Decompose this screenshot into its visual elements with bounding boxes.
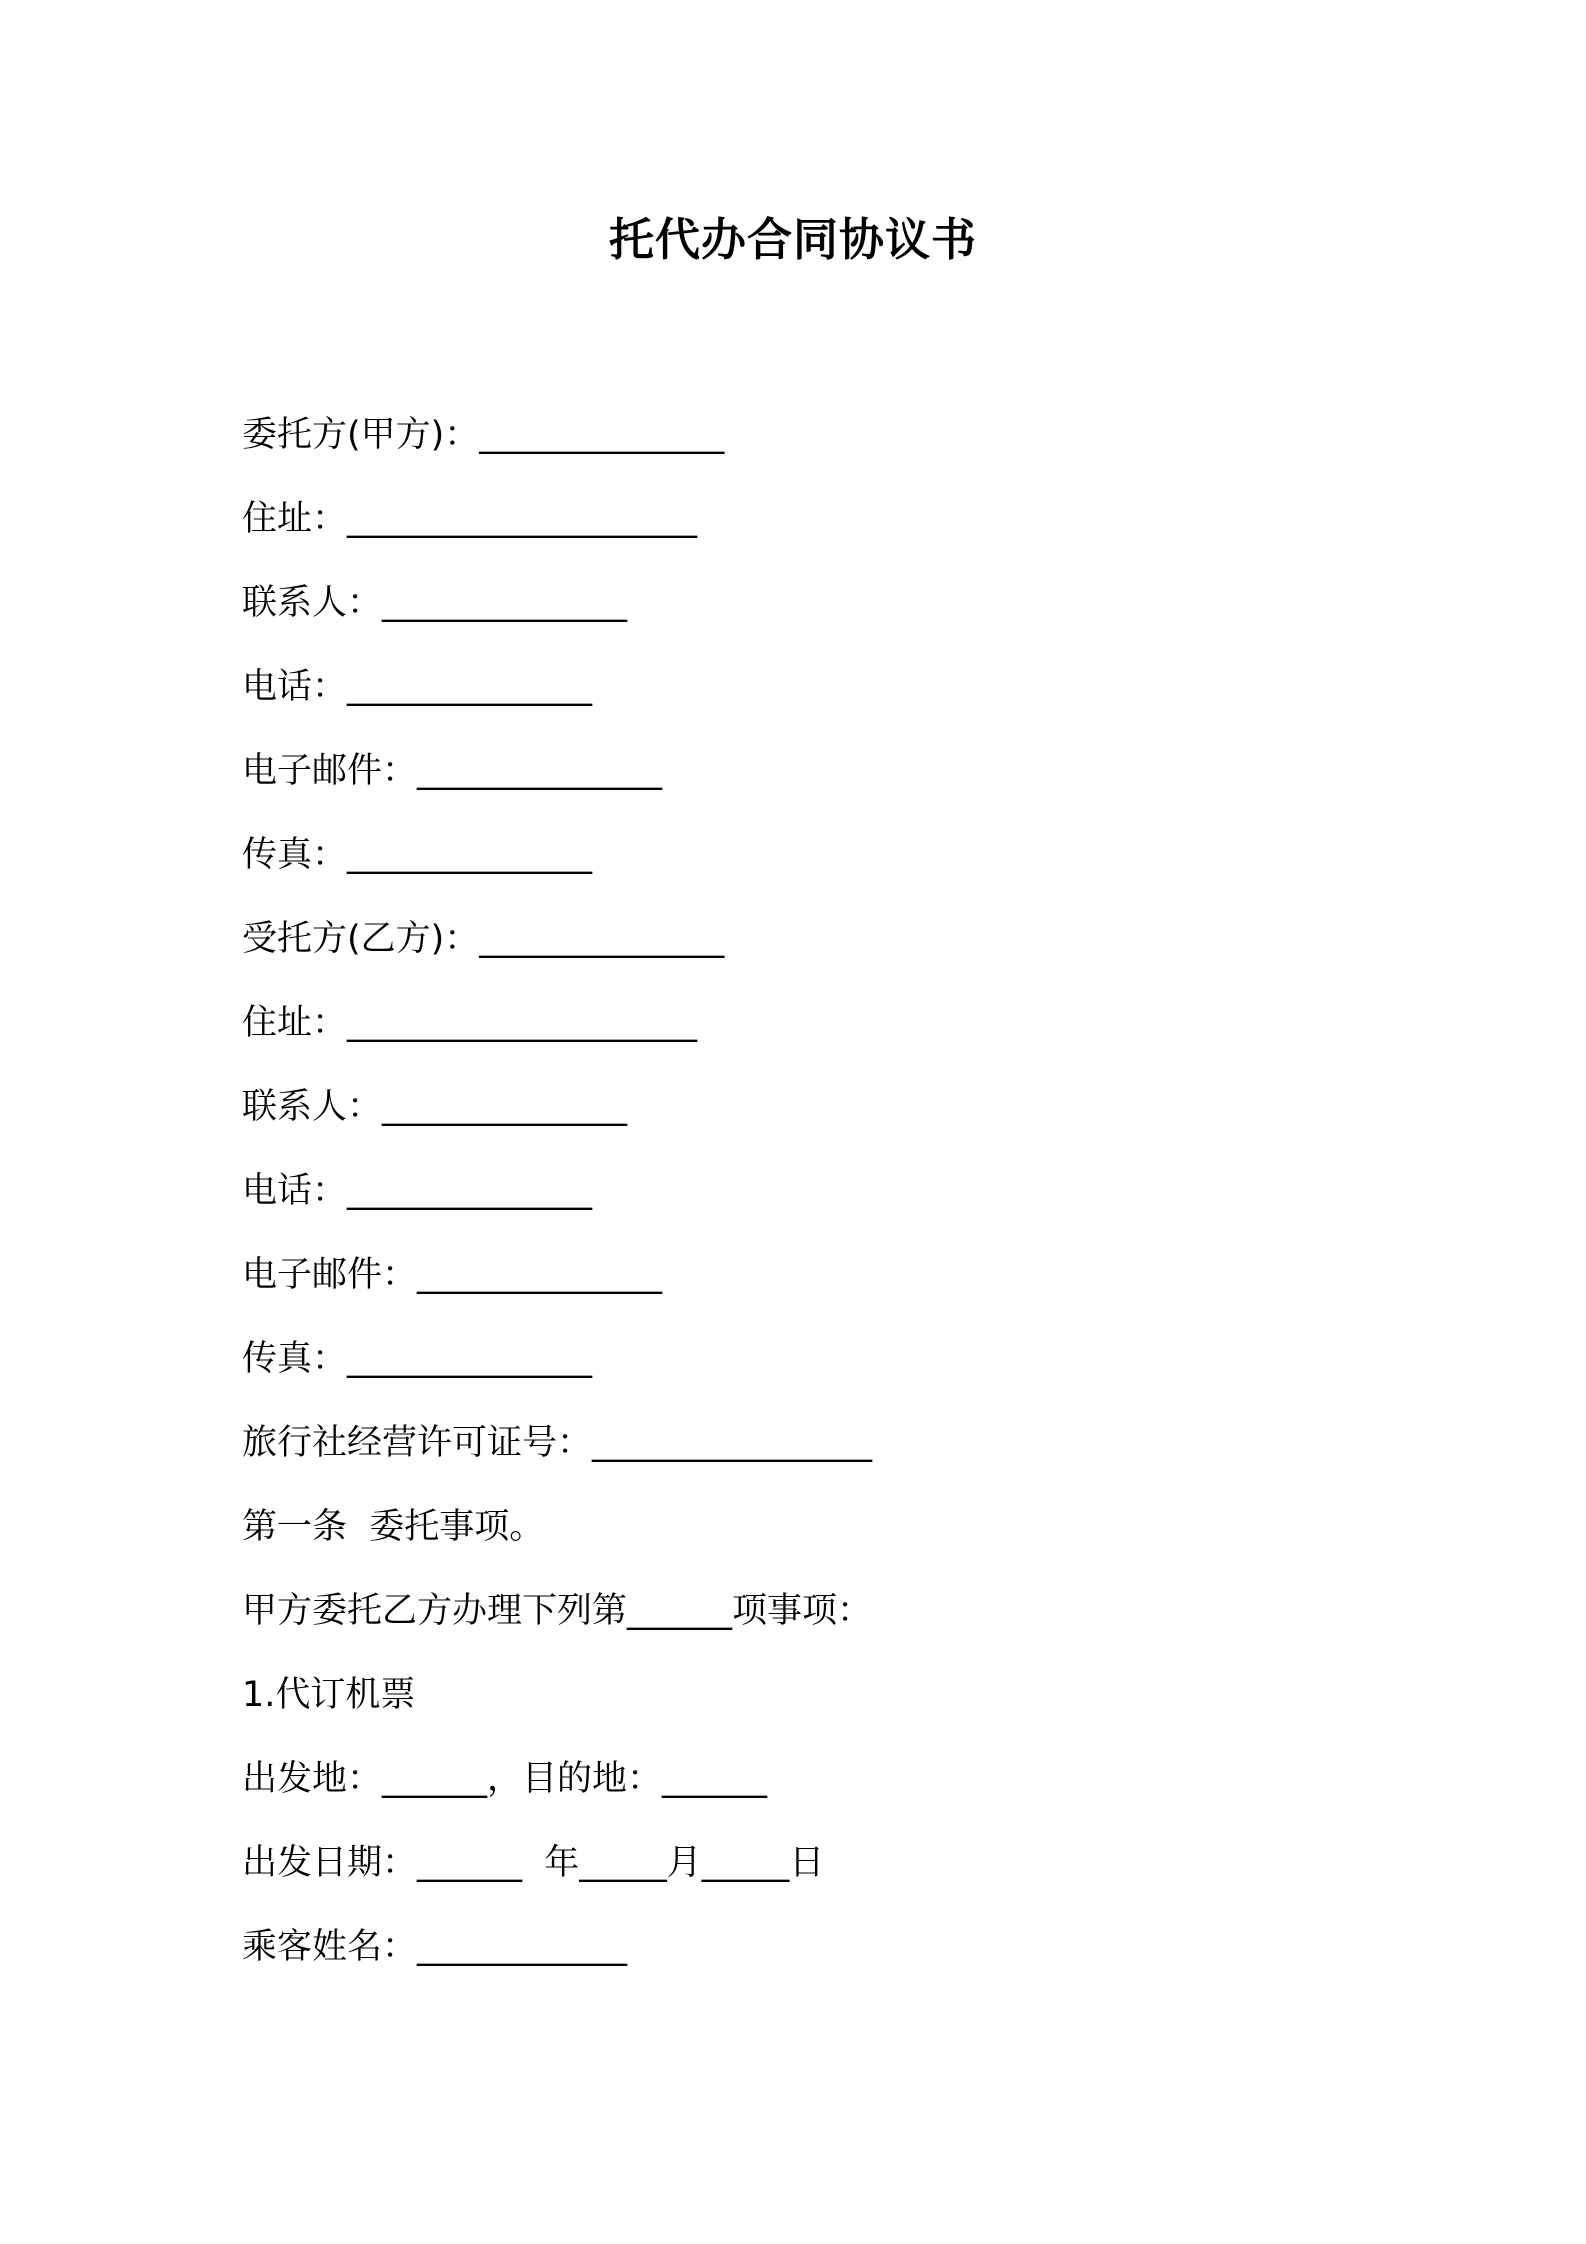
agent-address-field: 住址：____________________ xyxy=(242,1003,698,1043)
client-party-field: 委托方(甲方)：______________ xyxy=(242,415,725,455)
agent-email-field: 电子邮件：______________ xyxy=(242,1255,663,1295)
client-contact-field: 联系人：______________ xyxy=(242,583,628,623)
form-body xyxy=(242,405,1442,2001)
travel-agency-license-field: 旅行社经营许可证号：________________ xyxy=(242,1423,873,1463)
agent-party-field: 受托方(乙方)：______________ xyxy=(242,919,725,959)
client-phone-field: 电话：______________ xyxy=(242,667,593,707)
origin-destination-field: 出发地：______，目的地：______ xyxy=(242,1759,768,1799)
departure-date-field: 出发日期：______ 年_____月_____日 xyxy=(242,1843,825,1883)
client-address-field: 住址：____________________ xyxy=(242,499,698,539)
agent-contact-field: 联系人：______________ xyxy=(242,1087,628,1127)
agent-phone-field: 电话：______________ xyxy=(242,1171,593,1211)
item-flight-booking: 1.代订机票 xyxy=(242,1675,416,1715)
entrusted-items-line: 甲方委托乙方办理下列第______项事项： xyxy=(242,1591,873,1631)
client-fax-field: 传真：______________ xyxy=(242,835,593,875)
article-one-heading: 第一条 委托事项。 xyxy=(242,1507,545,1547)
agent-fax-field: 传真：______________ xyxy=(242,1339,593,1379)
document-title: 托代办合同协议书 xyxy=(608,213,977,266)
passenger-name-field: 乘客姓名：____________ xyxy=(242,1927,628,1967)
client-email-field: 电子邮件：______________ xyxy=(242,751,663,791)
